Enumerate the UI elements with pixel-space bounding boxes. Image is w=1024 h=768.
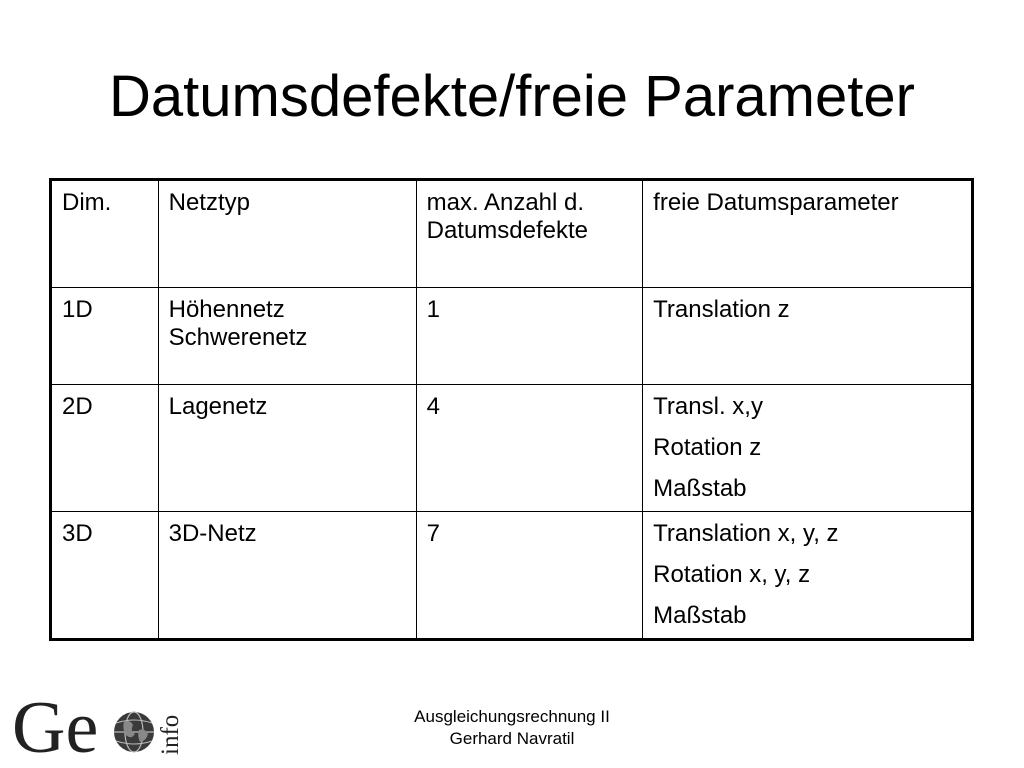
cell-dim: 2D	[51, 385, 159, 512]
netztyp-line: Lagenetz	[168, 393, 268, 420]
footer-course: Ausgleichungsrechnung II	[414, 707, 610, 726]
netztyp-line: Schwerenetz	[168, 324, 308, 351]
netztyp-line: 3D-Netz	[168, 520, 257, 547]
slide-title: Datumsdefekte/freie Parameter	[109, 64, 915, 129]
parameter-line: Transl. x,y	[653, 393, 763, 420]
geoinfo-logo	[12, 686, 187, 758]
cell-netztyp	[158, 385, 416, 512]
cell-dim: 3D	[51, 512, 159, 640]
cell-netztyp	[158, 288, 416, 385]
parameter-line: Maßstab	[653, 475, 747, 502]
cell-dim: 1D	[51, 288, 159, 385]
logo-text-side: info	[157, 714, 184, 755]
header-anzahl-line1: max. Anzahl d.	[426, 189, 585, 216]
cell-parameter	[643, 288, 973, 385]
cell-anzahl: 4	[416, 385, 643, 512]
table-header-row	[51, 180, 973, 288]
header-cell-netztyp: Netztyp	[158, 180, 416, 288]
header-cell-dim: Dim.	[51, 180, 159, 288]
logo-text-main: Ge	[12, 687, 99, 758]
cell-parameter	[643, 385, 973, 512]
parameter-line: Translation x, y, z	[653, 520, 839, 547]
table-row	[51, 512, 973, 640]
header-cell-anzahl	[416, 180, 643, 288]
cell-anzahl: 1	[416, 288, 643, 385]
parameter-line: Maßstab	[653, 602, 747, 629]
table-row	[51, 385, 973, 512]
cell-parameter	[643, 512, 973, 640]
parameter-line: Rotation x, y, z	[653, 561, 811, 588]
cell-netztyp	[158, 512, 416, 640]
footer-author: Gerhard Navratil	[449, 729, 575, 748]
header-anzahl-line2: Datumsdefekte	[426, 217, 589, 244]
cell-anzahl: 7	[416, 512, 643, 640]
netztyp-line: Höhennetz	[168, 296, 285, 323]
parameter-line: Rotation z	[653, 434, 762, 461]
globe-icon	[114, 712, 154, 752]
table-row	[51, 288, 973, 385]
datum-defect-table	[49, 178, 974, 641]
parameter-line: Translation z	[653, 296, 790, 323]
slide-footer	[362, 706, 662, 750]
header-cell-parameter: freie Datumsparameter	[643, 180, 973, 288]
